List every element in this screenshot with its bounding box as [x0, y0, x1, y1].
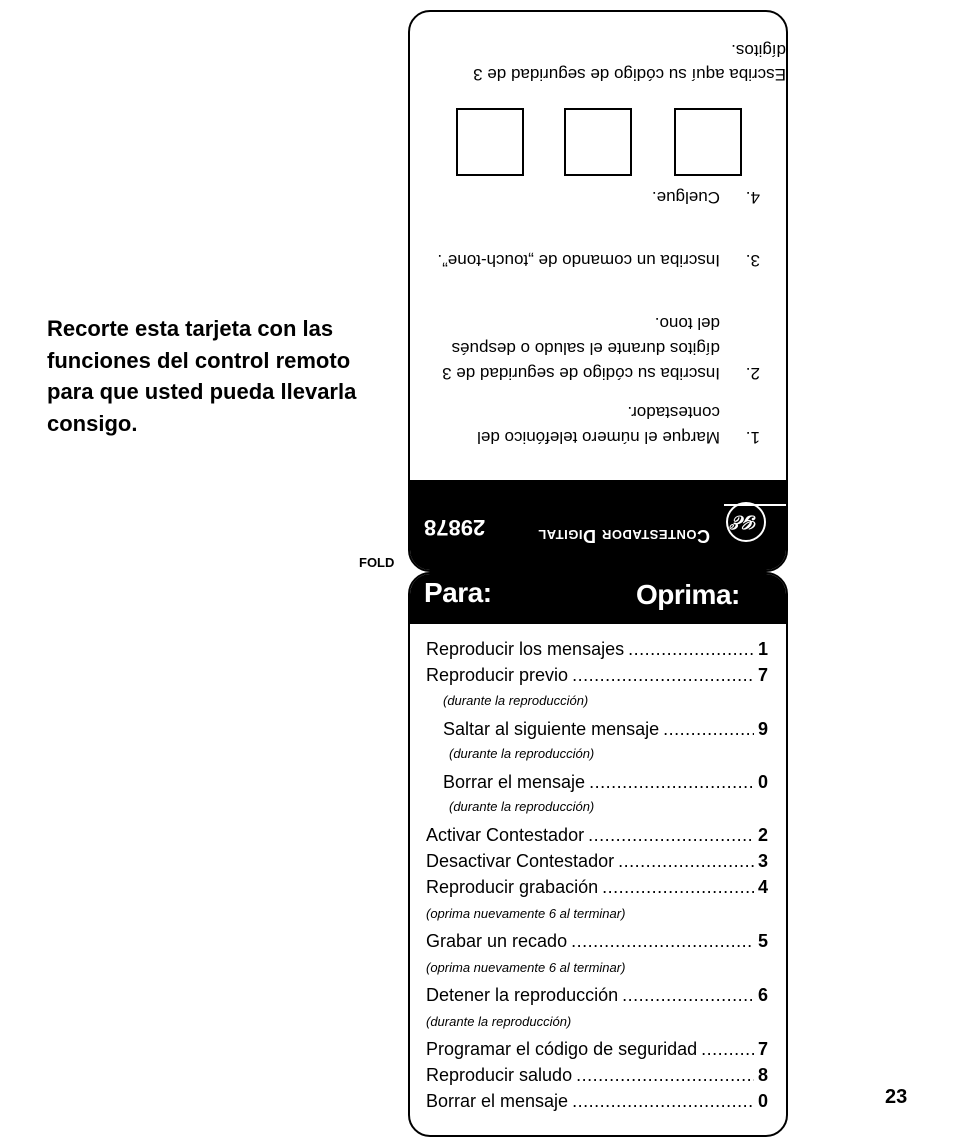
- command-label: Reproducir previo: [426, 665, 569, 685]
- step-text: Cuelgue.: [651, 188, 720, 207]
- command-label: Borrar el mensaje: [426, 1091, 569, 1111]
- title-rule: [724, 504, 786, 506]
- command-label: Detener la reproducción: [426, 985, 619, 1005]
- dot-leader: [614, 848, 754, 874]
- command-row: [443, 769, 768, 795]
- card-title: Contestador Digital: [537, 526, 710, 546]
- header-oprima: Oprima:: [636, 579, 740, 610]
- command-key: 9: [757, 719, 768, 739]
- command-row: [426, 1088, 768, 1114]
- dot-leader: [584, 822, 754, 848]
- step-text: Inscriba un comando de „touch-tone”.: [437, 251, 720, 270]
- row-note: (durante la reproducción): [449, 746, 595, 761]
- command-key: 4: [757, 877, 768, 897]
- command-row: [426, 874, 768, 900]
- command-key: 7: [757, 665, 768, 685]
- dot-leader: [585, 769, 754, 795]
- card-header: [410, 574, 786, 624]
- step-number: 1.: [745, 428, 760, 447]
- command-row: [426, 1062, 768, 1088]
- command-row: [426, 982, 768, 1008]
- remote-card-front: [408, 572, 788, 1137]
- step-number: 2.: [745, 364, 760, 383]
- step-text: Marque el número telefónico del contestador.: [477, 403, 720, 447]
- code-digit-box: [456, 108, 524, 176]
- step-number: 4.: [745, 188, 760, 207]
- code-digit-box: [564, 108, 632, 176]
- step-number: 3.: [745, 251, 760, 270]
- command-key: 0: [757, 1091, 768, 1111]
- row-note: (durante la reproducción): [449, 799, 595, 814]
- model-number: 29878: [424, 515, 486, 540]
- command-row: [426, 822, 768, 848]
- command-key: 7: [757, 1039, 768, 1059]
- command-key: 3: [757, 851, 768, 871]
- command-row: [426, 1036, 768, 1062]
- command-label: Saltar al siguiente mensaje: [443, 719, 660, 739]
- page-number: 23: [885, 1086, 908, 1108]
- command-key: 2: [757, 825, 768, 845]
- fold-label: FOLD: [359, 555, 395, 570]
- command-key: 6: [757, 985, 768, 1005]
- command-label: Programar el código de seguridad: [426, 1039, 698, 1059]
- dot-leader: [572, 1062, 754, 1088]
- command-key: 1: [757, 639, 768, 659]
- command-row: [426, 928, 768, 954]
- dot-leader: [618, 982, 754, 1008]
- command-label: Reproducir los mensajes: [426, 639, 625, 659]
- remote-card-back: [408, 10, 788, 572]
- header-para: Para:: [424, 577, 492, 608]
- command-row: [426, 848, 768, 874]
- dot-leader: [567, 928, 754, 954]
- command-label: Grabar un recado: [426, 931, 568, 951]
- ge-logo-icon: 𝒢ℰ: [726, 502, 766, 542]
- dot-leader: [697, 1036, 754, 1062]
- command-key: 5: [757, 931, 768, 951]
- command-key: 8: [757, 1065, 768, 1085]
- row-note: (oprima nuevamente 6 al terminar): [426, 906, 626, 921]
- command-label: Borrar el mensaje: [443, 772, 586, 792]
- command-label: Activar Contestador: [426, 825, 585, 845]
- row-note: (durante la reproducción): [443, 693, 589, 708]
- dot-leader: [568, 662, 754, 688]
- command-row: [426, 662, 768, 688]
- dot-leader: [659, 716, 754, 742]
- command-label: Reproducir saludo: [426, 1065, 573, 1085]
- command-row: [443, 716, 768, 742]
- code-digit-box: [674, 108, 742, 176]
- command-row: [426, 636, 768, 662]
- security-code-boxes: [452, 108, 742, 176]
- instruction-text: Recorte esta tarjeta con las funciones del control remoto para que usted pueda llevarla consigo.: [47, 316, 357, 436]
- card-title-band: [410, 480, 786, 570]
- command-key: 0: [757, 772, 768, 792]
- row-note: (durante la reproducción): [426, 1014, 572, 1029]
- dot-leader: [598, 874, 754, 900]
- security-code-note: Escriba aquí su código de seguridad de 3 dígitos.: [473, 41, 786, 84]
- command-label: Desactivar Contestador: [426, 851, 615, 871]
- dot-leader: [624, 636, 754, 662]
- dot-leader: [568, 1088, 754, 1114]
- command-label: Reproducir grabación: [426, 877, 599, 897]
- step-text: Inscriba su código de seguridad de 3 dígitos durante el saludo o después del tono.: [442, 314, 720, 383]
- row-note: (oprima nuevamente 6 al terminar): [426, 960, 626, 975]
